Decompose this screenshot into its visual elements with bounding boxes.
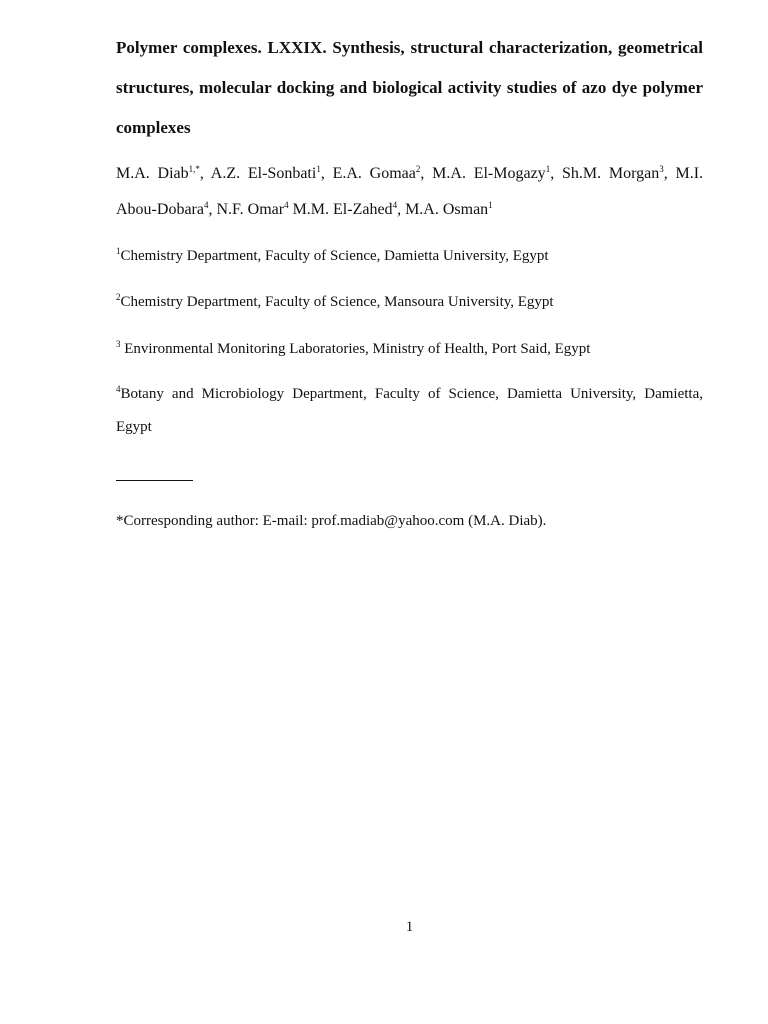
author-affiliation-mark: 1 (545, 164, 551, 174)
author-separator: , (663, 165, 676, 182)
affiliation-1 (116, 240, 703, 273)
author-affiliation-mark: 1 (316, 164, 321, 174)
author-affiliation-mark: 3 (659, 164, 664, 174)
affiliation-2 (116, 286, 703, 319)
author-name: A.Z. El-Sonbati (210, 165, 317, 182)
footnote-rule (116, 480, 193, 481)
affiliation-text: Chemistry Department, Faculty of Science, Mansoura University, Egypt (120, 294, 554, 310)
author-name: E.A. Gomaa (332, 165, 416, 182)
author-affiliation-mark: 4 (203, 200, 209, 210)
affiliation-text: Environmental Monitoring Laboratories, Ministry of Health, Port Said, Egypt (120, 341, 591, 357)
author-affiliation-mark: 1 (488, 200, 493, 210)
author-name: M.A. Osman (405, 201, 489, 218)
author-list (116, 156, 703, 228)
author-affiliation-mark: 1,* (188, 164, 200, 174)
author-separator: , (420, 165, 433, 182)
affiliation-text: Botany and Microbiology Department, Faculty of Science, Damietta University, Damietta, Egypt (116, 386, 703, 435)
author-name: M.I. Abou-Dobara (116, 165, 704, 218)
affiliation-4 (116, 378, 703, 444)
paper-page (116, 0, 703, 1024)
affiliation-mark: 4 (116, 384, 121, 394)
affiliation-mark: 2 (116, 292, 121, 302)
author-affiliation-mark: 4 (392, 200, 398, 210)
author-separator: , (397, 201, 406, 218)
author-separator: , (199, 165, 211, 182)
affiliation-mark: 3 (116, 339, 121, 349)
affiliation-mark: 1 (116, 246, 121, 256)
author-name: M.A. Diab (116, 165, 189, 182)
author-name: Sh.M. Morgan (561, 165, 660, 182)
author-affiliation-mark: 2 (415, 164, 421, 174)
page-number: 1 (405, 919, 414, 935)
corresponding-author-note: *Corresponding author: E-mail: prof.madiab@yahoo.com (M.A. Diab). (116, 513, 547, 529)
author-name: M.M. El-Zahed (292, 201, 393, 218)
author-affiliation-mark: 4 (284, 200, 289, 210)
affiliation-3 (116, 333, 703, 366)
author-separator: , (208, 201, 217, 218)
author-name: M.A. El-Mogazy (432, 165, 546, 182)
author-separator: , (550, 165, 562, 182)
affiliation-text: Chemistry Department, Faculty of Science, Damietta University, Egypt (120, 248, 549, 264)
author-name: N.F. Omar (216, 201, 285, 218)
paper-title: Polymer complexes. LXXIX. Synthesis, structural characterization, geometrical structures, molecular docking and biological activity studies of azo dye polymer complexes (116, 38, 703, 137)
author-separator: , (320, 165, 333, 182)
